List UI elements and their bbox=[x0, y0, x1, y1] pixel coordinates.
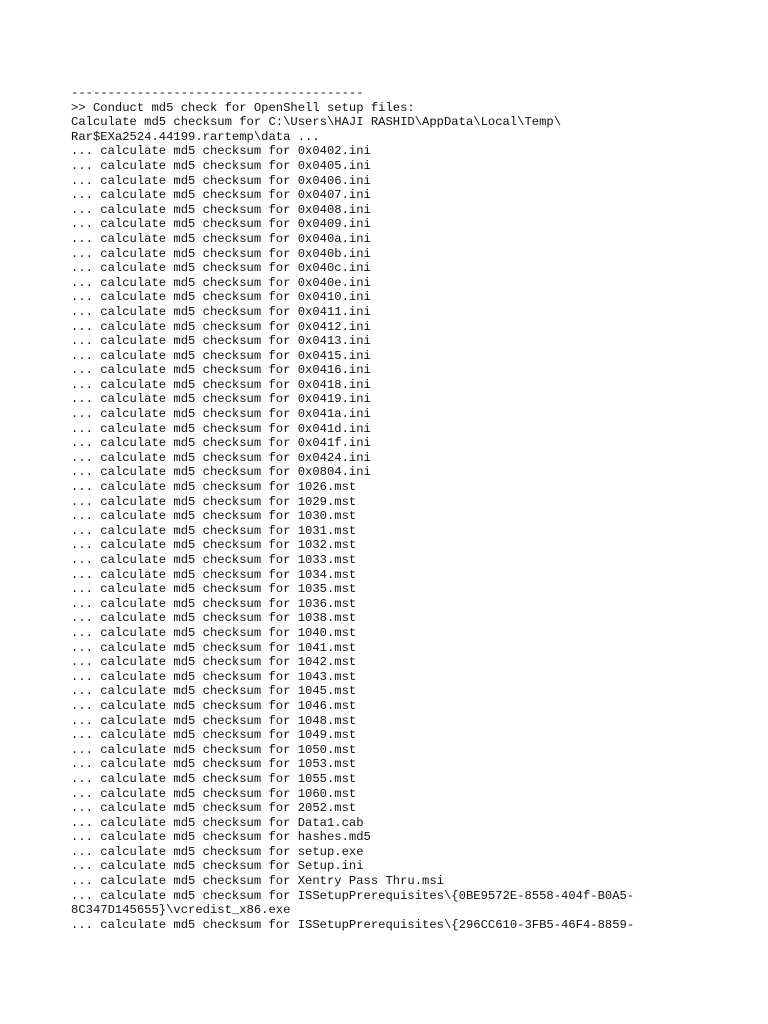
log-entry-line: ... calculate md5 checksum for 0x0416.ini bbox=[71, 363, 371, 378]
log-entry-line: ... calculate md5 checksum for 0x0415.ini bbox=[71, 348, 371, 363]
log-entry-line: ... calculate md5 checksum for Setup.ini bbox=[71, 859, 364, 874]
log-entry-line: ... calculate md5 checksum for 1050.mst bbox=[71, 742, 357, 757]
log-entry-line: ... calculate md5 checksum for 0x0407.ini bbox=[71, 188, 371, 203]
log-entry-line: ... calculate md5 checksum for 1026.mst bbox=[71, 480, 357, 495]
log-entry-line: ... calculate md5 checksum for 0x0402.ini bbox=[71, 144, 371, 159]
log-document bbox=[71, 86, 731, 932]
log-entry-line: ... calculate md5 checksum for 1055.mst bbox=[71, 771, 357, 786]
log-entry-line: ... calculate md5 checksum for 1043.mst bbox=[71, 669, 357, 684]
log-entry-line: ... calculate md5 checksum for 1033.mst bbox=[71, 553, 357, 567]
log-entry-line: ... calculate md5 checksum for 1035.mst bbox=[71, 582, 357, 597]
log-entry-line: ... calculate md5 checksum for 1042.mst bbox=[71, 655, 357, 670]
log-entry-line: ... calculate md5 checksum for 0x0411.ini bbox=[71, 304, 371, 319]
log-entry-line: ... calculate md5 checksum for 0x0419.ini bbox=[71, 392, 371, 407]
log-entry-line: ... calculate md5 checksum for 1036.mst bbox=[71, 596, 357, 611]
log-entry-line: ... calculate md5 checksum for 0x0406.ini bbox=[71, 173, 371, 188]
separator-line: ---------------------------------------- bbox=[71, 86, 364, 100]
log-entry-line: ... calculate md5 checksum for 0x0418.ini bbox=[71, 377, 371, 392]
log-entry-line: ... calculate md5 checksum for ISSetupPrerequisites\{296CC610-3FB5-46F4-8859- bbox=[71, 917, 635, 932]
log-entry-line: ... calculate md5 checksum for 0x0413.ini bbox=[71, 334, 371, 349]
log-entry-line: ... calculate md5 checksum for setup.exe bbox=[71, 844, 364, 859]
log-entry-line: ... calculate md5 checksum for Xentry Pass Thru.msi bbox=[71, 874, 444, 889]
log-entry-line: ... calculate md5 checksum for 1029.mst bbox=[71, 494, 357, 509]
log-entry-line: ... calculate md5 checksum for 0x041a.ini bbox=[71, 407, 371, 422]
log-entry-line: ... calculate md5 checksum for 1038.mst bbox=[71, 611, 357, 626]
log-entry-line: ... calculate md5 checksum for 0x040c.ini bbox=[71, 261, 371, 276]
log-entry-line: ... calculate md5 checksum for 1046.mst bbox=[71, 698, 357, 713]
path-line-1: Calculate md5 checksum for C:\Users\HAJI RASHID\AppData\Local\Temp\ bbox=[71, 115, 562, 130]
log-entry-line: ... calculate md5 checksum for 0x041f.ini bbox=[71, 436, 371, 451]
log-entry-line: ... calculate md5 checksum for ISSetupPrerequisites\{0BE9572E-8558-404f-B0A5- bbox=[71, 888, 635, 903]
log-entry-line: ... calculate md5 checksum for 0x0410.ini bbox=[71, 290, 371, 305]
log-entry-line: ... calculate md5 checksum for 0x0408.ini bbox=[71, 202, 371, 217]
log-heading: >> Conduct md5 check for OpenShell setup files: bbox=[71, 100, 415, 115]
log-entry-line: ... calculate md5 checksum for 0x040b.ini bbox=[71, 246, 371, 261]
log-entry-line: ... calculate md5 checksum for 0x040e.ini bbox=[71, 275, 371, 290]
log-entry-line: ... calculate md5 checksum for 0x041d.ini bbox=[71, 421, 371, 436]
log-entry-line: ... calculate md5 checksum for 2052.mst bbox=[71, 801, 357, 816]
log-entry-line: ... calculate md5 checksum for 0x0405.ini bbox=[71, 158, 371, 173]
log-entry-line: ... calculate md5 checksum for 0x0424.ini bbox=[71, 450, 371, 465]
log-entry-line: ... calculate md5 checksum for 0x0804.ini bbox=[71, 465, 371, 480]
log-entry-line: ... calculate md5 checksum for 1031.mst bbox=[71, 523, 357, 538]
log-entry-line: ... calculate md5 checksum for 0x0409.ini bbox=[71, 217, 371, 232]
log-entry-line: ... calculate md5 checksum for 1034.mst bbox=[71, 567, 357, 582]
log-entry-line: ... calculate md5 checksum for 1053.mst bbox=[71, 757, 357, 772]
log-entry-line: ... calculate md5 checksum for Data1.cab bbox=[71, 815, 364, 830]
log-entry-line: ... calculate md5 checksum for 1049.mst bbox=[71, 728, 357, 743]
log-entry-line: ... calculate md5 checksum for 1045.mst bbox=[71, 684, 357, 699]
log-entry-line: ... calculate md5 checksum for 1030.mst bbox=[71, 509, 357, 524]
log-entry-line: 8C347D145655}\vcredist_x86.exe bbox=[71, 903, 291, 918]
log-entry-line: ... calculate md5 checksum for 1048.mst bbox=[71, 713, 357, 728]
log-entry-line: ... calculate md5 checksum for 1040.mst bbox=[71, 625, 357, 640]
checksum-entries-list bbox=[71, 144, 731, 932]
log-entry-line: ... calculate md5 checksum for 1041.mst bbox=[71, 640, 357, 655]
path-line-2: Rar$EXa2524.44199.rartemp\data ... bbox=[71, 129, 320, 144]
log-entry-line: ... calculate md5 checksum for 0x040a.ini bbox=[71, 231, 371, 246]
log-entry-line: ... calculate md5 checksum for 1060.mst bbox=[71, 786, 357, 801]
log-entry-line: ... calculate md5 checksum for 1032.mst bbox=[71, 538, 357, 553]
log-entry-line: ... calculate md5 checksum for hashes.md5 bbox=[71, 830, 371, 845]
log-entry-line: ... calculate md5 checksum for 0x0412.ini bbox=[71, 319, 371, 334]
